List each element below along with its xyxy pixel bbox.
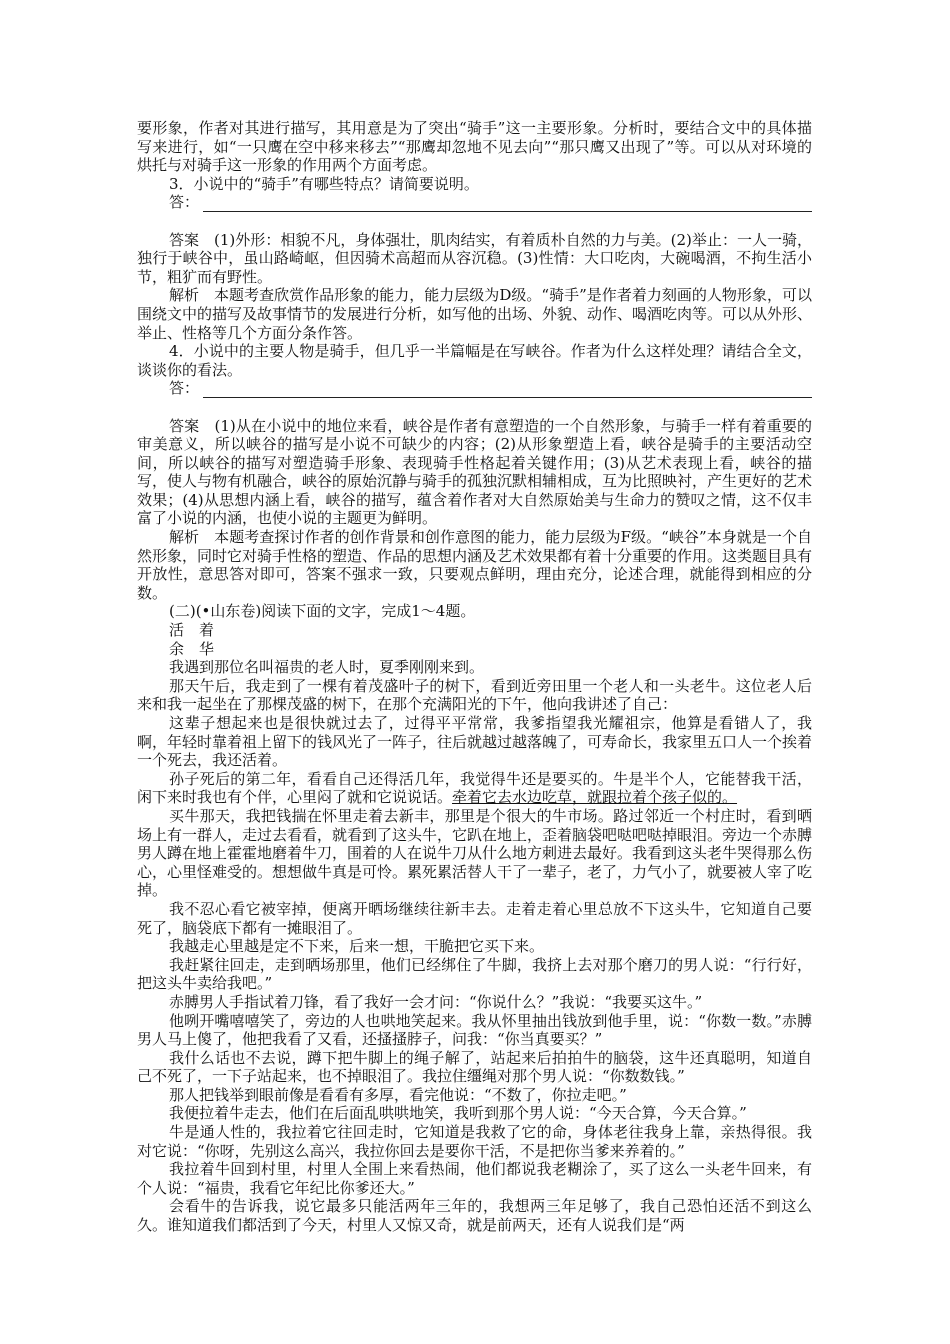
question-3: 3．小说中的“骑手”有哪些特点？请简要说明。 [169,174,479,193]
analysis-4: 解析 本题考查探讨作者的创作背景和创作意图的能力，能力层级为F级。“峡谷”本身就是一个自然形象，同时它对骑手性格的塑造、作品的思想内涵及艺术效果都有着十分重要的作用。这类题目具有开放性，意思答对即可，答案不强求一致，只要观点鲜明，理由充分，论述合理，就能得到相应的分数。 [137,528,813,602]
answer-3: 答案 (1)外形：相貌不凡，身体强壮，肌肉结实，有着质朴自然的力与美。(2)举止：一人一骑，独行于峡谷中，虽山路崎岖，但因骑术高超而从容沉稳。(3)性情：大口吃肉，大碗喝酒，不拘生活小节，粗犷而有野性。 [137,230,812,286]
document-page [137,119,812,1235]
story-paragraph-12: 那人把钱举到眼前像是看看有多厚，看完他说：“不数了，你拉走吧。” [169,1085,627,1104]
story-paragraph-13: 我便拉着牛走去，他们在后面乱哄哄地笑，我听到那个男人说：“今天合算，今天合算。” [169,1104,747,1123]
story-paragraph-3: 这辈子想起来也是很快就过去了，过得平平常常，我爹指望我光耀祖宗，他算是看错人了，我啊，年轻时靠着祖上留下的钱风光了一阵子，往后就越过越落魄了，可寿命长，我家里五口人一个挨着一个死去，我还活着。 [137,714,813,770]
answer-rule-3 [203,197,812,212]
story-paragraph-4 [137,770,812,807]
question-4: 4．小说中的主要人物是骑手，但几乎一半篇幅是在写峡谷。作者为什么这样处理？请结合全文，谈谈你的看法。 [137,342,812,379]
underlined-sentence: 牵着它去水边吃草，就跟拉着个孩子似的。 [452,788,738,807]
story-paragraph-10: 他咧开嘴嘻嘻笑了，旁边的人也哄地笑起来。我从怀里抽出钱放到他手里，说：“你数一数。”赤膊男人马上傻了，他把我看了又看，还搔搔脖子，问我：“你当真要买？” [137,1011,812,1049]
story-paragraph-7: 我越走心里越是定不下来，后来一想，干脆把它买下来。 [169,937,545,956]
answer-rule-4 [203,383,812,398]
answer-blank-3 [137,212,812,231]
story-paragraph-11: 我什么话也不去说，蹲下把牛脚上的绳子解了，站起来后拍拍牛的脑袋，这牛还真聪明，知道自己不死了，一下子站起来，也不掉眼泪了。我拉住缰绳对那个男人说：“你数数钱。” [137,1048,812,1086]
story-paragraph-15: 我拉着牛回到村里，村里人全围上来看热闹，他们都说我老糊涂了，买了这么一头老牛回来，有个人说：“福贵，我看它年纪比你爹还大。” [137,1160,812,1197]
answer-4: 答案 (1)从在小说中的地位来看，峡谷是作者有意塑造的一个自然形象，与骑手一样有着重要的审美意义，所以峡谷的描写是小说不可缺少的内容；(2)从形象塑造上看，峡谷是骑手的主要活动空间，所以峡谷的描写对塑造骑手形象、表现骑手性格起着关键作用；(3)从艺术表现上看，峡谷的描写，使人与物有机融合，峡谷的原始沉静与骑手的孤独沉默相辅相成，互为比照映衬，产生更好的艺术效果；(4)从思想内涵上看，峡谷的描写，蕴含着作者对大自然原始美与生命力的赞叹之情，这不仅丰富了小说的内涵，也使小说的主题更为鲜明。 [137,416,813,528]
answer-blank-4 [137,398,812,417]
story-paragraph-1: 我遇到那位名叫福贵的老人时，夏季刚刚来到。 [169,658,485,677]
section-2-heading: (二)(•山东卷)阅读下面的文字，完成1～4题。 [169,602,476,621]
story-paragraph-8: 我赶紧往回走，走到晒场那里，他们已经绑住了牛脚，我挤上去对那个磨刀的男人说：“行行好，把这头牛卖给我吧。” [137,955,812,993]
story-paragraph-4-text: 孙子死后的第二年，看看自己还得活几年，我觉得牛还是要买的。牛是半个人，它能替我干活，闲下来时我也有个伴，心里闷了就和它说说话。 [137,769,812,807]
answer-prompt-4: 答： [169,379,200,398]
answer-line-4 [137,379,812,398]
analysis-paragraph-2-tail: 要形象，作者对其进行描写，其用意是为了突出“骑手”这一主要形象。分析时，要结合文中的具体描写来进行，如“一只鹰在空中移来移去”“那鹰却忽地不见去向”“那只鹰又出现了”等。可以从对环境的烘托与对骑手这一形象的作用两个方面考虑。 [137,119,812,175]
story-paragraph-6: 我不忍心看它被宰掉，便离开晒场继续往新丰去。走着走着心里总放不下这头牛，它知道自己要死了，脑袋底下都有一摊眼泪了。 [137,899,812,937]
story-paragraph-16: 会看牛的告诉我，说它最多只能活两年三年的，我想两三年足够了，我自己恐怕还活不到这么久。谁知道我们都活到了今天，村里人又惊又奇，就是前两天，还有人说我们是“两 [137,1197,812,1235]
story-paragraph-9: 赤膊男人手指试着刀锋，看了我好一会才问：“你说什么？”我说：“我要买这牛。” [169,992,703,1011]
story-title: 活 着 [169,621,215,640]
story-paragraph-5: 买牛那天，我把钱揣在怀里走着去新丰，那里是个很大的牛市场。路过邻近一个村庄时，看到晒场上有一群人，走过去看看，就看到了这头牛，它趴在地上，歪着脑袋吧哒吧哒掉眼泪。旁边一个赤膊男人蹲在地上霍霍地磨着牛刀，围着的人在说牛刀从什么地方刺进去最好。我看到这头老牛哭得那么伤心，心里怪难受的。想想做牛真是可怜。累死累活替人干了一辈子，老了，力气小了，就要被人宰了吃掉。 [137,806,813,900]
story-paragraph-14: 牛是通人性的，我拉着它往回走时，它知道是我救了它的命，身体老往我身上靠，亲热得很。我对它说：“你呀，先别这么高兴，我拉你回去是要你干活，不是把你当爹来养着的。” [137,1123,812,1160]
answer-prompt-3: 答： [169,193,200,212]
story-paragraph-2: 那天午后，我走到了一棵有着茂盛叶子的树下，看到近旁田里一个老人和一头老牛。这位老人后来和我一起坐在了那棵茂盛的树下，在那个充满阳光的下午，他向我讲述了自己： [137,676,812,714]
analysis-3: 解析 本题考查欣赏作品形象的能力，能力层级为D级。“骑手”是作者着力刻画的人物形象，可以围绕文中的描写及故事情节的发展进行分析，如写他的出场、外貌、动作、喝酒吃肉等。可以从外形、举止、性格等几个方面分条作答。 [137,286,813,342]
story-author: 余 华 [169,639,215,658]
answer-line-3 [137,193,812,212]
